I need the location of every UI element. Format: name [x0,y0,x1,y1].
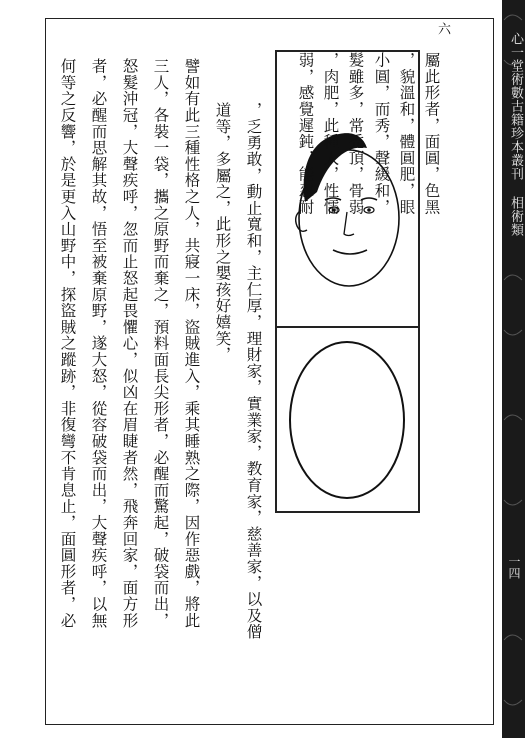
text-column: ，肉肥，此種人，性懦 [321,52,340,215]
round-shape-diagram [275,326,420,513]
text-column: 三人，各裝一袋，攜之原野而棄之，預料面長尖形者，必醒而驚起，破袋而出， [151,58,170,629]
text-column: 者，必醒而思解其故，悟至被棄原野，遂大怒，從容破袋而出，大聲疾呼，以無 [89,58,108,629]
text-column: 弱，感覺遲鈍，能忍耐 [296,52,315,215]
text-column: 何等之反響，於是更入山野中，探盜賊之蹤跡，非復彎不肯息止，面圓形者，必 [58,58,77,629]
text-column: 髮雖多，常禿頂，骨弱 [346,52,365,215]
series-page-number: 一四 [507,555,521,579]
series-title: 心一堂術數古籍珍本叢刊 相術類 [508,32,523,237]
series-side-band [502,0,525,738]
text-column: 怒髮沖冠，大聲疾呼，忽而止怒起畏懼心，似凶在眉睫者然，飛奔回家，面方形 [120,58,139,629]
text-column: 小圓，而秀，聲緩和， [372,52,391,215]
text-column: 譬如有此三種性格之人，共寢一床，盜賊進入，乘其睡熟之際，因作惡戲，將此 [182,58,201,629]
text-column: 道等，多屬之，此形之嬰孩好嬉笑， [213,102,232,363]
text-column: ，貌溫和，體圓肥，眼 [397,52,416,215]
text-column: ，乏勇敢，動止寬和，主仁厚，理財家，實業家，教育家，慈善家，以及僧 [244,102,263,640]
text-column: 屬此形者，面圓，色黑 [422,52,441,215]
page-number: 六 [435,22,450,35]
